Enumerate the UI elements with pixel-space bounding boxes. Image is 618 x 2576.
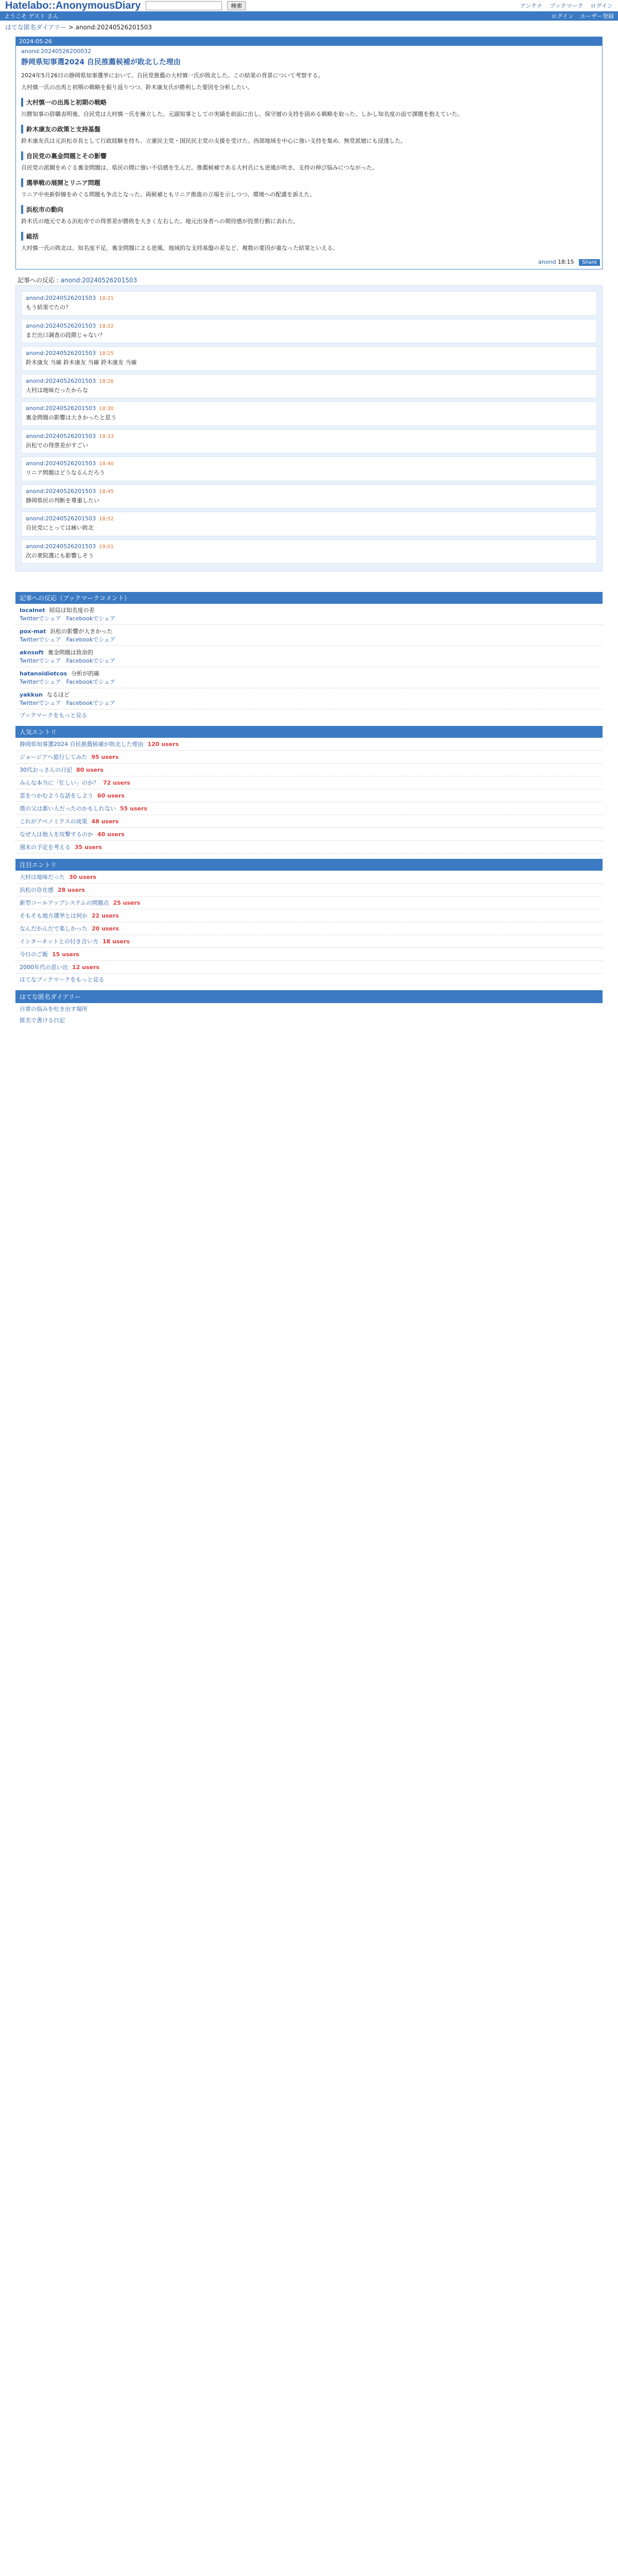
share-facebook[interactable]: Facebookでシェア <box>66 679 116 686</box>
section-text: 大村慎一氏の敗北は、知名度不足、裏金問題による逆風、地域的な支持基盤の差など、複数の要因が重なった結果といえる。 <box>21 245 338 252</box>
section-heading: 総括 <box>21 232 597 241</box>
comment-time: 18:33 <box>99 433 114 439</box>
search-input[interactable] <box>146 1 222 10</box>
ranking-count: 30 users <box>69 874 96 881</box>
comment-id[interactable]: anond:20240526201503 <box>26 322 96 329</box>
ranking-item <box>15 896 603 909</box>
bookmark-comment: 結局は知名度の差 <box>49 607 95 614</box>
bookmark-user[interactable]: yakkun <box>20 691 43 699</box>
nav-login[interactable]: ログイン <box>551 13 574 20</box>
bookmark-item <box>15 625 603 646</box>
ranking-title[interactable]: 僕の父は悪い人だったのかもしれない <box>20 805 116 812</box>
nav-register[interactable]: ユーザー登録 <box>580 13 614 20</box>
ranking-item <box>15 884 603 896</box>
section-text: 自民党の派閥をめぐる裏金問題は、県民の間に強い不信感を生んだ。推薦候補である大村氏にも逆風が吹き、支持の伸び悩みにつながった。 <box>21 164 378 172</box>
ranking-item <box>15 751 603 764</box>
ranking-title[interactable]: 30代おっさんの日記 <box>20 767 72 774</box>
share-twitter[interactable]: Twitterでシェア <box>20 679 61 686</box>
comment-text: もう結果でたの？ <box>26 304 71 311</box>
comment-time: 18:25 <box>99 351 114 357</box>
comment <box>21 539 597 564</box>
article-date: 2024-05-26 <box>16 37 602 46</box>
ranking-count: 35 users <box>75 844 102 851</box>
article-paragraph: 大村慎一氏の出馬と初期の戦略を振り返りつつ、鈴木康友氏が勝利した要因を分析したい。 <box>21 84 253 91</box>
comment-id[interactable]: anond:20240526201503 <box>26 295 96 302</box>
ranking-title[interactable]: ジョージアへ旅行してみた <box>20 754 88 761</box>
share-facebook[interactable]: Facebookでシェア <box>66 636 116 643</box>
comment-id[interactable]: anond:20240526201503 <box>26 377 96 384</box>
thread-root[interactable]: anond:20240526201503 <box>60 277 138 284</box>
footer-link[interactable]: 匿名で書ける日記 <box>20 1017 65 1024</box>
comment-text: リニア問題はどうなるんだろう <box>26 469 105 477</box>
top-link-login[interactable]: ログイン <box>590 3 613 9</box>
bookmark-comment: 裏金問題は致命的 <box>47 649 93 656</box>
breadcrumb-current: anond:20240526201503 <box>75 24 152 31</box>
comment-text: まだ出口調査の段階じゃない？ <box>26 331 105 338</box>
share-twitter[interactable]: Twitterでシェア <box>20 615 61 622</box>
ranking-count: 120 users <box>147 741 179 748</box>
ranking-count: 72 users <box>103 779 130 787</box>
ranking-title[interactable]: インターネットとの付き合い方 <box>20 938 99 945</box>
ranking-count: 20 users <box>92 925 119 933</box>
top-bar <box>0 0 618 11</box>
footer-link[interactable]: 日常の悩みを吐き出す場所 <box>20 1006 88 1013</box>
comment-id[interactable]: anond:20240526201503 <box>26 432 96 439</box>
section-heading: 大村慎一の出馬と初期の戦略 <box>21 98 597 107</box>
top-link-antenna[interactable]: アンテナ <box>520 3 543 9</box>
article-footer <box>16 258 602 269</box>
comment <box>21 456 597 481</box>
section-heading: 浜松市の動向 <box>21 205 597 214</box>
comment-time: 18:45 <box>99 488 114 495</box>
top-links <box>520 2 613 10</box>
ranking-item <box>15 948 603 961</box>
bookmark-comment: 浜松の影響が大きかった <box>50 628 113 635</box>
ranking-item <box>15 764 603 776</box>
bookmark-heading: 記事への反応（ブックマークコメント） <box>15 592 603 604</box>
bookmark-comment: 分析が的確 <box>71 670 100 677</box>
comment-text: 浜松での得票差がすごい <box>26 442 88 449</box>
ranking-title[interactable]: 雲をつかむような話をしよう <box>20 792 93 800</box>
ranking-count: 12 users <box>72 964 99 971</box>
share-facebook[interactable]: Facebookでシェア <box>66 615 116 622</box>
ranking-title[interactable]: 大村は地味だった <box>20 874 65 881</box>
comment-text: 裏金問題の影響は大きかったと思う <box>26 414 116 421</box>
ranking-title[interactable]: 2000年代の思い出 <box>20 964 68 971</box>
ranking-item <box>15 935 603 948</box>
ranking-title[interactable]: 静岡県知事選2024 自民推薦候補が敗北した理由 <box>20 741 144 748</box>
site-logo[interactable]: Hatelabo::AnonymousDiary <box>5 0 141 11</box>
article-user[interactable]: anond <box>538 259 556 266</box>
top-link-bookmark[interactable]: ブックマーク <box>550 3 583 9</box>
comment-id[interactable]: anond:20240526201503 <box>26 460 96 467</box>
article-title[interactable]: 静岡県知事選2024 自民推薦候補が敗北した理由 <box>21 58 181 66</box>
ranking-count: 15 users <box>52 951 79 958</box>
ranking-title[interactable]: なんだかんだで楽しかった <box>20 925 88 933</box>
ranking-item <box>15 815 603 828</box>
bookmark-user[interactable]: pox-mat <box>20 628 46 635</box>
ranking-title[interactable]: 新型コールアップシステムの問題点 <box>20 900 109 907</box>
comment-time: 19:01 <box>99 544 114 550</box>
ranking-item <box>15 871 603 884</box>
comment <box>21 291 597 316</box>
more-bookmarks-link[interactable]: ブックマークをもっと見る <box>20 712 88 719</box>
comment-time: 18:26 <box>99 378 114 384</box>
comment <box>21 346 597 371</box>
ranking-title[interactable]: そもそも地方選挙とは何か <box>20 912 88 920</box>
article-time: 18:15 <box>557 259 574 266</box>
comment <box>21 429 597 454</box>
ranking-heading: 人気エントリ <box>15 726 603 738</box>
search-button[interactable]: 検索 <box>227 1 246 10</box>
bookmark-user[interactable]: hatanoidiotcos <box>20 670 67 677</box>
ranking-count: 55 users <box>120 805 147 812</box>
ranking-count: 60 users <box>97 792 125 800</box>
ranking-count: 95 users <box>91 754 119 761</box>
ranking-item <box>15 738 603 751</box>
section-text: 鈴木康友氏は元浜松市長として行政経験を持ち、立憲民主党・国民民主党の支援を受けた。西部地域を中心に強い支持を集め、無党派層にも浸透した。 <box>21 138 406 145</box>
ranking-title[interactable]: なぜ人は他人を攻撃するのか <box>20 831 93 838</box>
ranking-item <box>15 909 603 922</box>
comment-time: 18:52 <box>99 516 114 522</box>
bookmark-item <box>15 646 603 667</box>
ranking-title[interactable]: 今日のご飯 <box>20 951 48 958</box>
share-facebook[interactable]: Facebookでシェア <box>66 657 116 665</box>
article-paragraph: 2024年5月26日の静岡県知事選挙において、自民党推薦の大村慎一氏が敗北した。この結果の背景について考察する。 <box>21 72 324 79</box>
more-rankings-link[interactable]: はてなブックマークをもっと見る <box>20 976 105 984</box>
section-heading: 選挙戦の展開とリニア問題 <box>21 178 597 187</box>
comment <box>21 401 597 426</box>
share-button[interactable]: Share <box>579 259 600 266</box>
comment-time: 18:21 <box>99 296 114 302</box>
article-tag[interactable]: anond:20240526200032 <box>21 48 92 55</box>
ranking-heading-2: 注目エントリ <box>15 859 603 871</box>
ranking-count: 40 users <box>97 831 125 838</box>
ranking-title[interactable]: 週末の予定を考える <box>20 844 71 851</box>
ranking-item <box>15 776 603 789</box>
comment-text: 鈴木康友 当確 鈴木康友 当確 鈴木康友 当確 <box>26 359 137 366</box>
bookmark-list <box>15 592 603 721</box>
ranking-count: 80 users <box>76 767 104 774</box>
share-twitter[interactable]: Twitterでシェア <box>20 700 61 707</box>
nav-bar <box>0 11 618 21</box>
bookmark-user[interactable]: aknsoft <box>20 649 44 656</box>
comment-time: 18:22 <box>99 323 114 329</box>
bookmark-comment: なるほど <box>46 691 70 699</box>
section-text: リニア中央新幹線をめぐる問題も争点となった。両候補ともリニア推進の立場を示しつつ、環境への配慮を訴えた。 <box>21 191 316 198</box>
comment-text: 次の衆院選にも影響しそう <box>26 552 94 559</box>
breadcrumb: はてな匿名ダイアリー > anond:20240526201503 <box>5 24 152 31</box>
comment <box>21 374 597 399</box>
ranking-count: 25 users <box>113 900 141 907</box>
bookmark-item <box>15 688 603 709</box>
ranking-title[interactable]: 浜松の存在感 <box>20 887 54 894</box>
bookmark-user[interactable]: localnet <box>20 607 45 614</box>
ranking-item <box>15 922 603 935</box>
comment-thread <box>15 285 603 571</box>
comment <box>21 319 597 344</box>
ranking-title[interactable]: みんな本当に「忙しい」のか？ <box>20 779 99 787</box>
footer-heading: はてな匿名ダイアリー <box>15 990 603 1003</box>
breadcrumb-home[interactable]: はてな匿名ダイアリー <box>5 24 66 31</box>
comment-text: 自民党にとっては痛い敗北 <box>26 524 94 532</box>
bookmark-item <box>15 604 603 625</box>
article-box <box>15 37 603 269</box>
comment-id[interactable]: anond:20240526201503 <box>26 350 96 357</box>
ranking-item <box>15 828 603 841</box>
comment <box>21 512 597 536</box>
bookmark-item <box>15 667 603 688</box>
ranking-item <box>15 841 603 854</box>
share-facebook[interactable]: Facebookでシェア <box>66 700 116 707</box>
share-twitter[interactable]: Twitterでシェア <box>20 636 61 643</box>
thread-bar: 記事への反応 : anond:20240526201503 <box>18 277 138 284</box>
thread-label: 記事への反応 <box>18 277 55 284</box>
comment-id[interactable]: anond:20240526201503 <box>26 405 96 412</box>
comment-id[interactable]: anond:20240526201503 <box>26 543 96 550</box>
comment-id[interactable]: anond:20240526201503 <box>26 487 96 495</box>
share-twitter[interactable]: Twitterでシェア <box>20 657 61 665</box>
section-heading: 自民党の裏金問題とその影響 <box>21 151 597 160</box>
comment-text: 大村は地味だったからな <box>26 386 88 394</box>
comment-time: 18:40 <box>99 461 114 467</box>
comment <box>21 484 597 509</box>
section-text: 川勝知事の辞職表明後、自民党は大村慎一氏を擁立した。元副知事としての実績を前面に出し、保守層の支持を固める戦略を取った。しかし知名度の面で課題を抱えていた。 <box>21 111 463 118</box>
welcome-text: ようこそ ゲスト さん <box>4 13 59 20</box>
ranking-item <box>15 961 603 974</box>
ranking-count: 48 users <box>91 818 119 825</box>
ranking-count: 22 users <box>92 912 119 920</box>
ranking-count: 28 users <box>58 887 85 894</box>
section-heading: 鈴木康友の政策と支持基盤 <box>21 125 597 133</box>
comment-id[interactable]: anond:20240526201503 <box>26 515 96 522</box>
comment-text: 静岡県民の判断を尊重したい <box>26 497 99 504</box>
section-text: 鈴木氏の地元である浜松市での得票差が勝敗を大きく左右した。地元出身者への期待感が投票行動に表れた。 <box>21 218 299 225</box>
ranking-count: 18 users <box>102 938 130 945</box>
ranking-item <box>15 802 603 815</box>
ranking-title[interactable]: これがアベノミクスの成果 <box>20 818 88 825</box>
ranking-item <box>15 789 603 802</box>
comment-time: 18:30 <box>99 406 114 412</box>
